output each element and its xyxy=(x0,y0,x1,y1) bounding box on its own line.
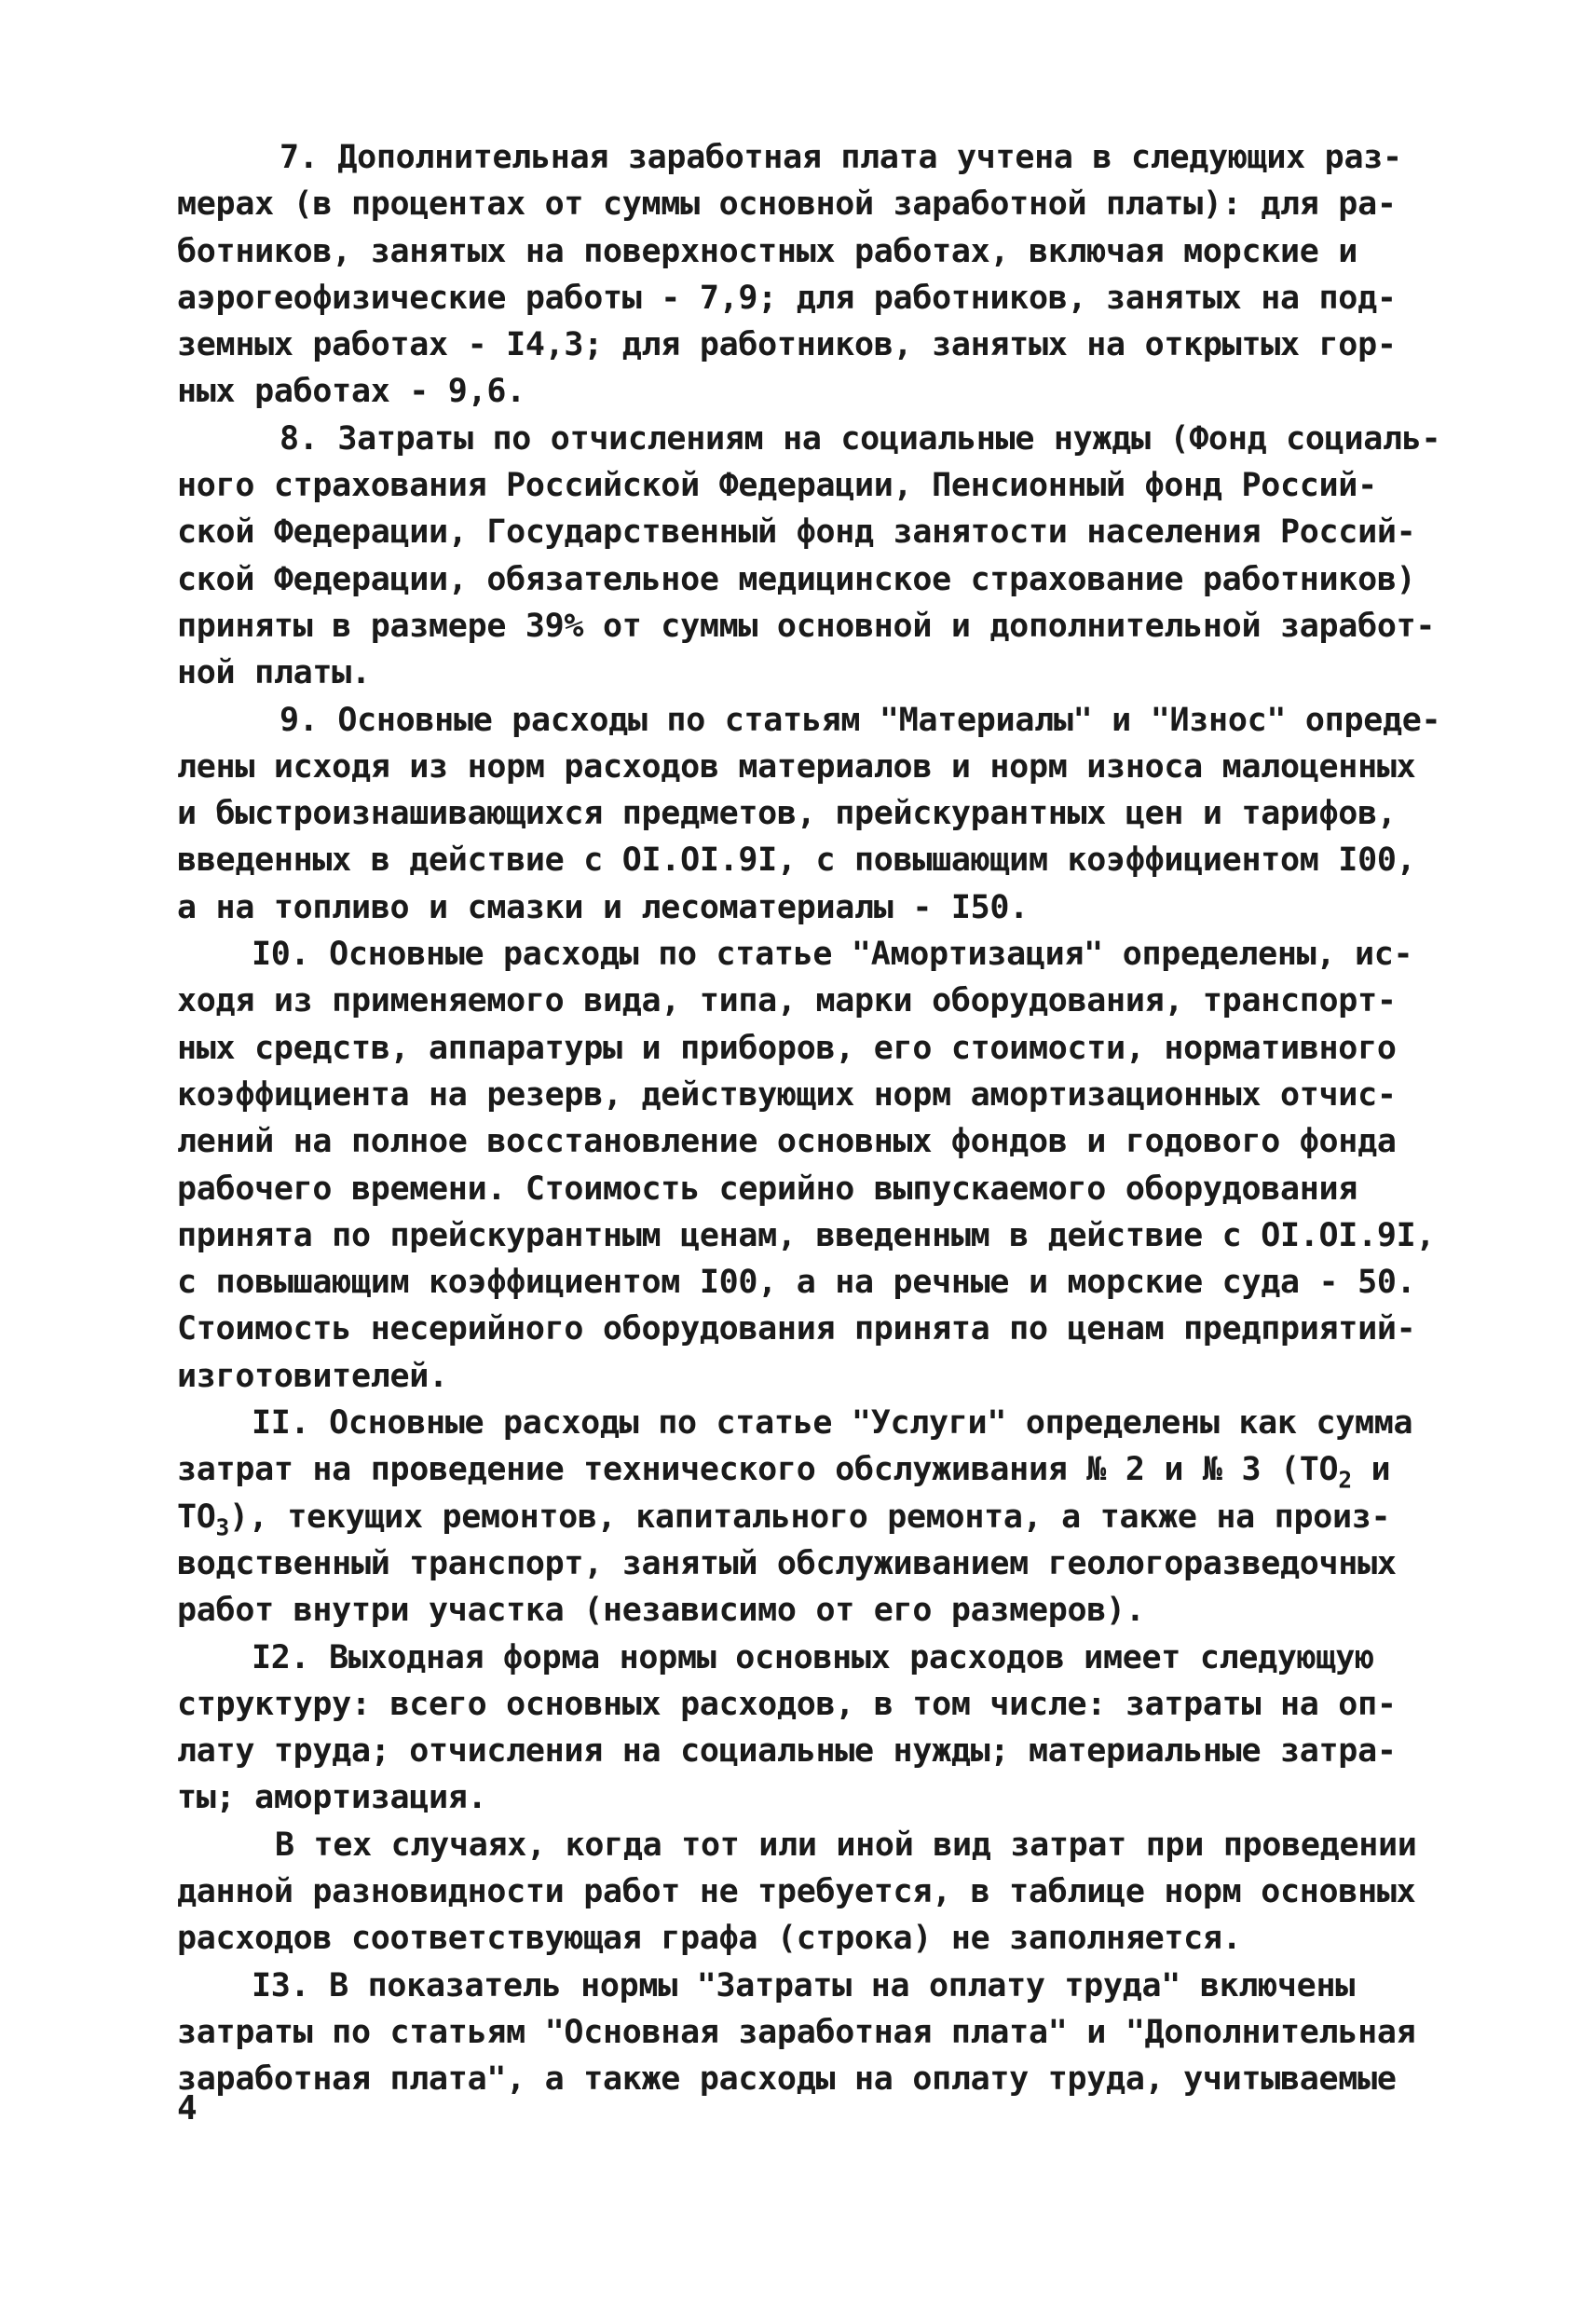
text-line: коэффициента на резерв, действующих норм амортизационных отчис- xyxy=(177,1075,1397,1114)
text-line: и быстроизнашивающихся предметов, прейскурантных цен и тарифов, xyxy=(177,795,1397,833)
text-line: аэрогеофизические работы - 7,9; для работников, занятых на под- xyxy=(177,279,1397,317)
text-segment: и xyxy=(1351,1451,1391,1489)
text-line: лены исходя из норм расходов материалов и норм износа малоценных xyxy=(177,747,1416,786)
text-segment: ), текущих ремонтов, капитального ремонта, а также на произ- xyxy=(229,1498,1391,1536)
text-line-with-subscript xyxy=(177,1446,1435,1493)
text-line: ной платы. xyxy=(177,654,371,692)
text-line: водственный транспорт, занятый обслуживанием геологоразведочных xyxy=(177,1544,1397,1582)
text-line: I2. Выходная форма нормы основных расходов имеет следующую xyxy=(252,1638,1374,1676)
text-line: земных работах - I4,3; для работников, занятых на открытых гор- xyxy=(177,326,1397,364)
text-line: 7. Дополнительная заработная плата учтена в следующих раз- xyxy=(280,139,1402,176)
text-line: структуру: всего основных расходов, в том числе: затраты на оп- xyxy=(177,1685,1397,1723)
text-line: принята по прейскурантным ценам, введенным в действие с OI.OI.9I, xyxy=(177,1216,1436,1254)
text-line: приняты в размере 39% от суммы основной и дополнительной заработ- xyxy=(177,607,1436,645)
body-text xyxy=(177,134,1441,2102)
text-line: данной разновидности работ не требуется, в таблице норм основных xyxy=(177,1872,1416,1910)
text-segment: ТО xyxy=(177,1498,216,1536)
text-line: Стоимость несерийного оборудования принята по ценам предприятий- xyxy=(177,1310,1416,1348)
text-line: введенных в действие с OI.OI.9I, с повышающим коэффициентом I00, xyxy=(177,841,1416,880)
text-line: а на топливо и смазки и лесоматериалы - I50. xyxy=(177,888,1029,926)
text-line: ного страхования Российской Федерации, Пенсионный фонд Россий- xyxy=(177,467,1377,505)
text-line: ботников, занятых на поверхностных работах, включая морские и xyxy=(177,232,1358,270)
text-segment: затрат на проведение технического обслуживания № 2 и № 3 (ТО xyxy=(177,1451,1339,1489)
text-line: заработная плата", а также расходы на оплату труда, учитываемые xyxy=(177,2060,1397,2099)
text-line: I3. В показатель нормы "Затраты на оплату труда" включены xyxy=(252,1966,1355,2004)
text-line: расходов соответствующая графа (строка) не заполняется. xyxy=(177,1920,1242,1958)
text-line: 9. Основные расходы по статьям "Материалы" и "Износ" опреде- xyxy=(280,701,1441,739)
text-line: с повышающим коэффициентом I00, а на речные и морские суда - 50. xyxy=(177,1264,1416,1302)
text-line: изготовителей. xyxy=(177,1357,448,1395)
text-line: II. Основные расходы по статье "Услуги" определены как сумма xyxy=(252,1404,1413,1443)
text-line: лату труда; отчисления на социальные нужды; материальные затра- xyxy=(177,1732,1397,1771)
text-line: 8. Затраты по отчислениям на социальные нужды (Фонд социаль- xyxy=(280,419,1441,458)
subscript: 3 xyxy=(215,1513,229,1541)
text-line: лений на полное восстановление основных фондов и годового фонда xyxy=(177,1123,1397,1161)
text-line: ской Федерации, обязательное медицинское страхование работников) xyxy=(177,560,1416,598)
text-line: I0. Основные расходы по статье "Амортизация" определены, ис- xyxy=(252,936,1413,974)
text-line: работ внутри участка (независимо от его размеров). xyxy=(177,1592,1145,1630)
text-line: ской Федерации, Государственный фонд занятости населения Россий- xyxy=(177,513,1416,552)
subscript: 2 xyxy=(1338,1466,1352,1494)
text-line: ты; амортизация. xyxy=(177,1779,487,1817)
text-line: ных работах - 9,6. xyxy=(177,373,525,411)
page-number: 4 xyxy=(177,2089,198,2127)
text-line: В тех случаях, когда тот или иной вид затрат при проведении xyxy=(275,1826,1417,1864)
text-line: мерах (в процентах от суммы основной заработной платы): для ра- xyxy=(177,185,1397,224)
text-line: ходя из применяемого вида, типа, марки оборудования, транспорт- xyxy=(177,982,1397,1020)
text-line: рабочего времени. Стоимость серийно выпускаемого оборудования xyxy=(177,1170,1358,1208)
text-line: ных средств, аппаратуры и приборов, его стоимости, нормативного xyxy=(177,1029,1397,1067)
text-line-with-subscript xyxy=(177,1494,1435,1540)
text-line: затраты по статьям "Основная заработная плата" и "Дополнительная xyxy=(177,2013,1416,2051)
